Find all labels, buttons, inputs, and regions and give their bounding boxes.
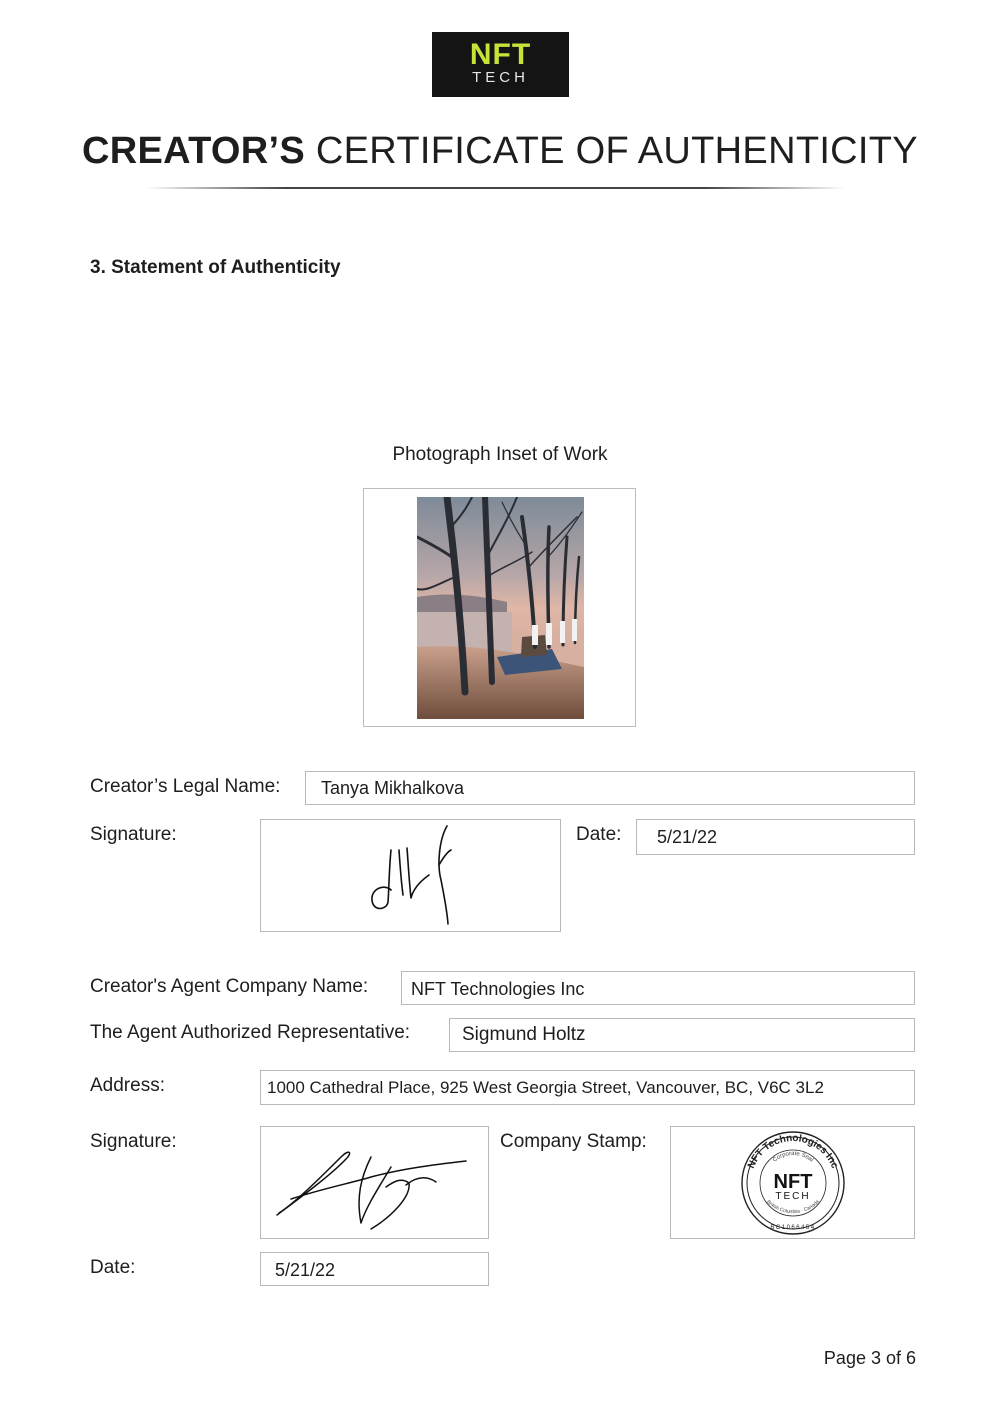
creator-signature xyxy=(261,820,560,931)
seal-nft: NFT xyxy=(773,1171,813,1193)
seal-tech: TECH xyxy=(775,1191,811,1202)
creator-date-value: 5/21/22 xyxy=(657,827,718,847)
creator-name-field[interactable] xyxy=(305,771,915,805)
company-seal xyxy=(671,1127,914,1238)
agent-company-value: NFT Technologies Inc xyxy=(411,979,585,999)
address-value: 1000 Cathedral Place, 925 West Georgia Street, Vancouver, BC, V6C 3L2 xyxy=(267,1078,824,1097)
creator-name-value: Tanya Mikhalkova xyxy=(321,778,465,798)
logo-tech-text: TECH xyxy=(472,69,529,86)
section-heading: 3. Statement of Authenticity xyxy=(90,257,341,278)
agent-company-field[interactable] xyxy=(401,971,915,1005)
address-label: Address: xyxy=(90,1075,165,1096)
creator-date-field[interactable] xyxy=(636,819,915,855)
seal-bottom-text: British Columbia · Canada xyxy=(765,1198,821,1216)
nft-tech-logo xyxy=(432,32,569,97)
agent-date-field[interactable] xyxy=(260,1252,489,1286)
agent-rep-field[interactable] xyxy=(449,1018,915,1052)
page-title xyxy=(0,128,1000,174)
agent-rep-label: The Agent Authorized Representative: xyxy=(90,1022,411,1043)
logo-nft-text: NFT xyxy=(469,38,532,71)
agent-date-label: Date: xyxy=(90,1257,136,1278)
creator-signature-box[interactable] xyxy=(260,819,561,932)
agent-company-label: Creator's Agent Company Name: xyxy=(90,976,369,997)
agent-date-value: 5/21/22 xyxy=(275,1260,336,1280)
photo-frame xyxy=(363,488,636,727)
seal-ring-text: NFT Technologies Inc xyxy=(745,1132,841,1171)
company-stamp-label: Company Stamp: xyxy=(500,1131,647,1152)
title-rest: CERTIFICATE OF AUTHENTICITY xyxy=(315,130,918,172)
creator-date-label: Date: xyxy=(576,824,622,845)
agent-signature-box[interactable] xyxy=(260,1126,489,1239)
creator-name-label: Creator’s Legal Name: xyxy=(90,776,281,797)
title-bold: CREATOR’S xyxy=(82,130,306,172)
page-number: Page 3 of 6 xyxy=(823,1348,916,1368)
title-divider xyxy=(145,187,845,189)
artwork-image xyxy=(417,497,584,719)
photo-label: Photograph Inset of Work xyxy=(392,444,608,465)
seal-number: BC1066454 xyxy=(770,1225,816,1231)
creator-signature-label: Signature: xyxy=(90,824,177,845)
seal-inner-text: Corporate Seal xyxy=(772,1150,815,1164)
address-field[interactable] xyxy=(260,1070,915,1105)
agent-signature-label: Signature: xyxy=(90,1131,177,1152)
company-stamp-box xyxy=(670,1126,915,1239)
agent-signature xyxy=(261,1127,488,1238)
agent-rep-value: Sigmund Holtz xyxy=(462,1024,586,1045)
